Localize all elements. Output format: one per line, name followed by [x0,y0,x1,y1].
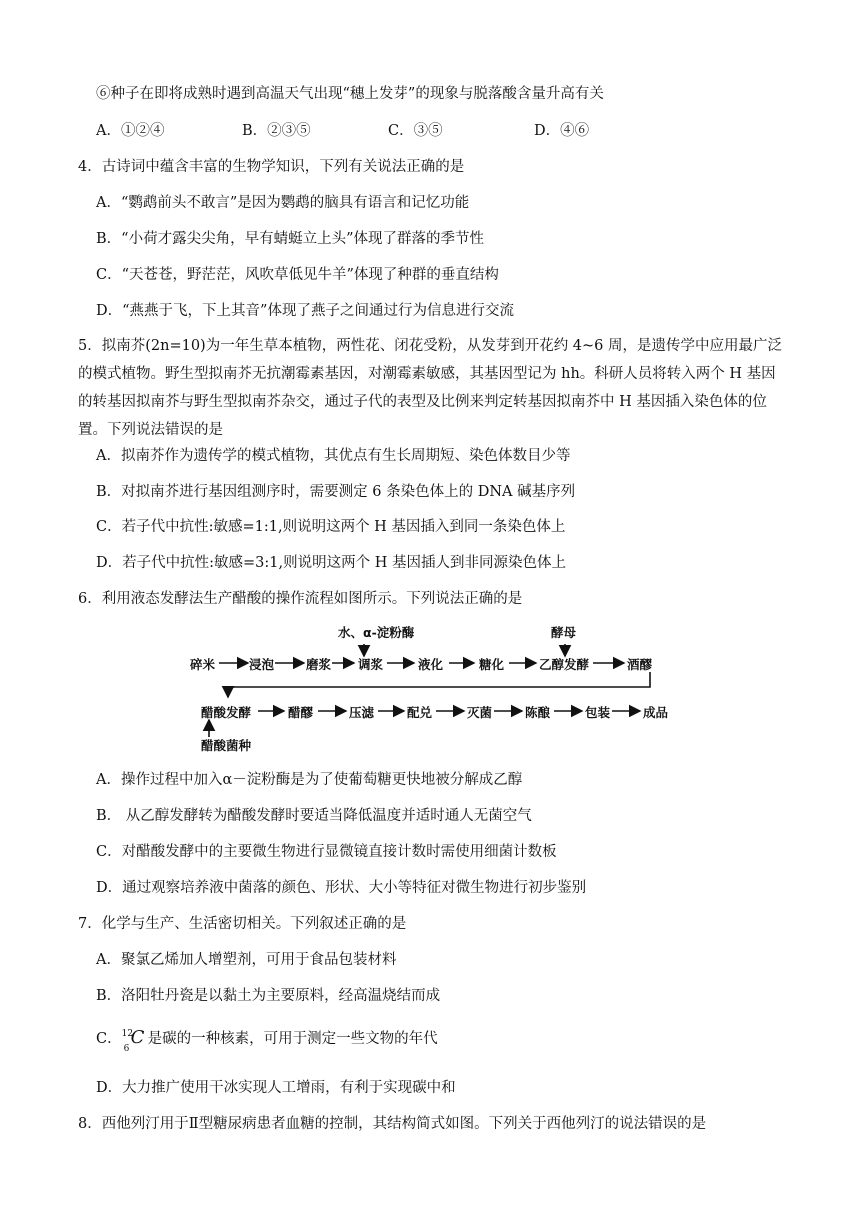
flow-step: 糖化 [479,657,505,672]
flow-step: 醋酸发酵 [201,705,252,720]
q4-option-a: A．“鹦鹉前头不敢言”是因为鹦鹉的脑具有语言和记忆功能 [96,195,470,211]
flowchart-arrows [188,622,678,752]
q6-option-b: B． 从乙醇发酵转为醋酸发酵时要适当降低温度并适时通人无菌空气 [96,808,532,824]
q3-choices [96,121,680,141]
q7-option-d: D．大力推广使用干冰实现人工增雨，有利于实现碳中和 [96,1080,456,1096]
flow-step: 酒醪 [627,657,653,672]
q3-choice-a: A．①②④ [96,123,165,139]
q5-option-c: C．若子代中抗性:敏感=1:1,则说明这两个 H 基因插入到同一条染色体上 [96,519,566,535]
q5-option-b: B．对拟南芥进行基因组测序时，需要测定 6 条染色体上的 DNA 碱基序列 [96,484,576,500]
q3-item-6: ⑥种子在即将成熟时遇到高温天气出现“穗上发芽”的现象与脱落酸含量升高有关 [96,86,604,102]
flow-step: 碎米 [190,657,216,672]
q7-option-b: B．洛阳牡丹瓷是以黏土为主要原料，经高温烧结而成 [96,988,441,1004]
flow-step: 乙醇发酵 [539,657,590,672]
q6-option-d: D．通过观察培养液中菌落的颜色、形状、大小等特征对微生物进行初步鉴别 [96,880,587,896]
flow-step: 配兑 [407,705,433,720]
q6-option-c: C．对醋酸发酵中的主要微生物进行显微镜直接计数时需使用细菌计数板 [96,844,557,860]
flow-step: 液化 [418,657,444,672]
flow-step: 调浆 [358,657,384,672]
q7-option-c-text: 是碳的一种核素，可用于测定一些文物的年代 [147,1031,438,1047]
q4-option-b: B．“小荷才露尖尖角，早有蜻蜓立上头”体现了群落的季节性 [96,231,484,247]
flow-input-acetobacter: 醋酸菌种 [201,738,252,753]
q3-choice-c: C．③⑤ [388,123,443,139]
q7-option-a: A．聚氯乙烯加人增塑剂，可用于食品包装材料 [96,952,397,968]
q6-option-a: A．操作过程中加入α－淀粉酶是为了使葡萄糖更快地被分解成乙醇 [96,772,523,788]
nuclide-mass-number: 12 [121,1029,134,1039]
flow-step: 灭菌 [467,705,493,720]
q3-choice-b: B．②③⑤ [242,123,311,139]
flow-step: 成品 [643,705,669,720]
q7-stem: 7．化学与生产、生活密切相关。下列叙述正确的是 [78,916,407,932]
flow-step: 陈酿 [525,705,551,720]
q5-option-a: A．拟南芥作为遗传学的模式植物，其优点有生长周期短、染色体数目少等 [96,448,571,464]
q8-stem: 8．西他列汀用于Ⅱ型糖尿病患者血糖的控制，其结构简式如图。下列关于西他列汀的说法错误的是 [78,1116,707,1132]
nuclide-symbol: C [130,1027,145,1048]
vinegar-process-flowchart [188,622,678,752]
flow-step: 浸泡 [249,657,275,672]
q4-option-d: D．“燕燕于飞，下上其音”体现了燕子之间通过行为信息进行交流 [96,303,514,319]
q6-stem: 6．利用液态发酵法生产醋酸的操作流程如图所示。下列说法正确的是 [78,591,523,607]
flow-step: 压滤 [349,705,375,720]
q4-stem: 4．古诗词中蕴含丰富的生物学知识，下列有关说法正确的是 [78,159,465,175]
flow-input-yeast: 酵母 [551,625,577,640]
q7-option-c-prefix: C． [96,1031,122,1047]
nuclide-atomic-number: 6 [123,1044,130,1054]
carbon-12-nuclide [121,1027,148,1054]
q3-choice-d: D．④⑥ [534,123,590,139]
flow-input-enzyme: 水、α-淀粉酶 [338,625,415,640]
q7-option-c [96,1027,438,1054]
q5-option-d: D．若子代中抗性:敏感=3:1,则说明这两个 H 基因插人到非同源染色体上 [96,555,566,571]
flow-step: 磨浆 [306,657,332,672]
q5-stem: 5．拟南芥(2n=10)为一年生草本植物，两性花、闭花受粉，从发芽到开花约 4~6 周，是遗传学中应用最广泛的模式植物。野生型拟南芥无抗潮霉素基因，对潮霉素敏感，其基因型记为 hh。科研人员将转入两个 H 基因的转基因拟南芥与野生型拟南芥杂交，通过子代的表型及比例来判定转基因拟南芥中 H 基因插入染色体的位置。下列说法错误的是 [78,338,783,438]
flow-step: 包装 [585,705,611,720]
flow-step: 醋醪 [288,705,314,720]
q4-option-c: C．“天苍苍，野茫茫，风吹草低见牛羊”体现了种群的垂直结构 [96,267,499,283]
